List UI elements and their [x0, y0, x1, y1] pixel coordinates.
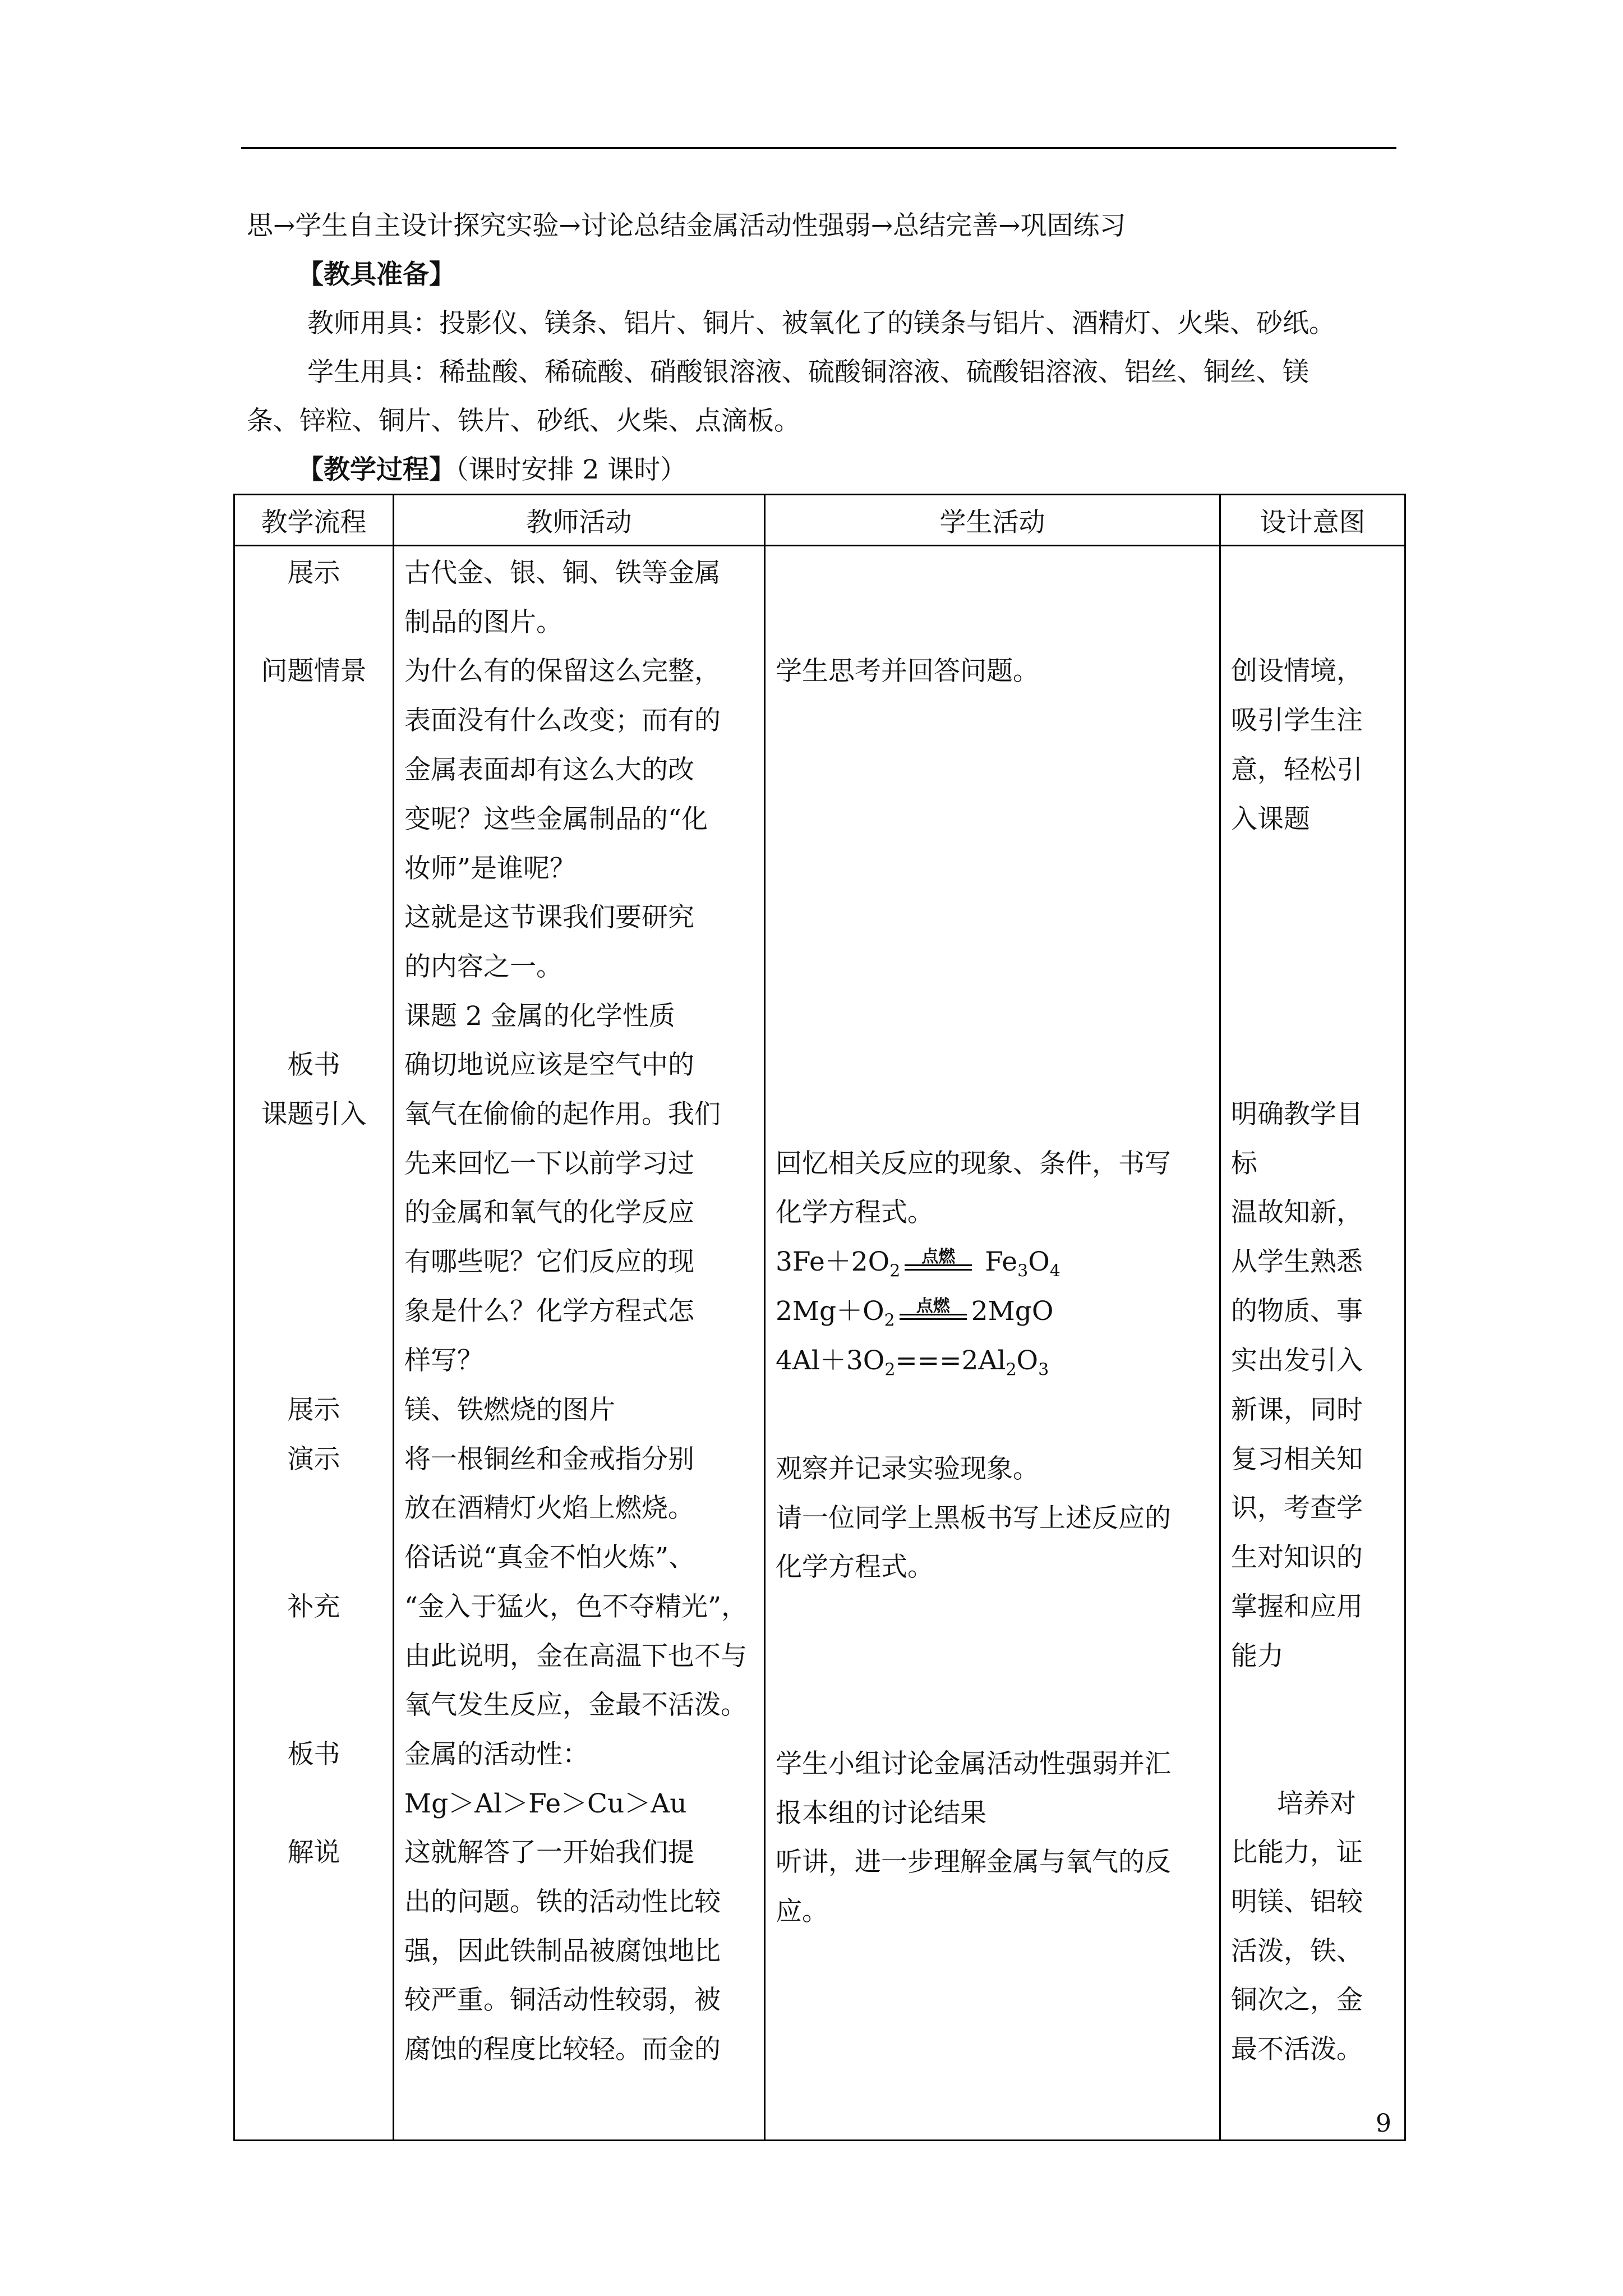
process-heading-line	[297, 446, 686, 494]
teacher-line: 强，因此铁制品被腐蚀地比	[404, 1936, 721, 1967]
lesson-table	[233, 494, 1406, 2141]
teacher-tools: 教师用具：投影仪、镁条、铝片、铜片、被氧化了的镁条与铝片、酒精灯、火柴、砂纸。	[307, 308, 1335, 339]
teacher-line: 制品的图片。	[404, 607, 562, 638]
teacher-cell	[394, 546, 765, 2141]
flow-line: 思→学生自主设计探究实验→讨论总结金属活动性强弱→总结完善→巩固练习	[247, 210, 1126, 241]
table-row	[234, 546, 1405, 2141]
process-heading: 【教学过程】	[297, 454, 455, 485]
header-student: 学生活动	[765, 495, 1220, 546]
teacher-line: 的金属和氧气的化学反应	[404, 1197, 694, 1228]
equation-mg: $2Mg+O_2$ 点燃 2MgO	[776, 1296, 1054, 1331]
flow-step: 板书	[287, 1739, 340, 1770]
teacher-line: 较严重。铜活动性较弱，被	[404, 1985, 721, 2016]
teacher-line: 腐蚀的程度比较轻。而金的	[404, 2034, 721, 2065]
teacher-line: 由此说明，金在高温下也不与	[404, 1641, 747, 1672]
teacher-line: 金属表面却有这么大的改	[404, 754, 694, 785]
flow-step: 补充	[287, 1591, 340, 1622]
page-number: 9	[1376, 2109, 1391, 2138]
equation-al: $4Al+3O_2===2Al_2O_3$	[776, 1345, 1049, 1380]
intent-line: 复习相关知	[1231, 1444, 1363, 1475]
teacher-line: 氧气在偷偷的起作用。我们	[404, 1099, 721, 1130]
flow-step: 课题引入	[261, 1099, 367, 1130]
intent-line: 创设情境，	[1231, 656, 1363, 687]
header-flow: 教学流程	[234, 495, 394, 546]
teacher-line: 课题 2 金属的化学性质	[404, 1001, 675, 1032]
intent-line: 铜次之，金	[1231, 1985, 1363, 2016]
student-tools-line1: 学生用具：稀盐酸、稀硫酸、硝酸银溶液、硫酸铜溶液、硫酸铝溶液、铝丝、铜丝、镁	[307, 357, 1309, 388]
student-observe: 观察并记录实验现象。	[776, 1453, 1039, 1484]
process-note: （课时安排 2 课时）	[455, 454, 687, 485]
student-listen-1: 听讲，进一步理解金属与氧气的反	[776, 1847, 1171, 1878]
teacher-line: 有哪些呢？它们反应的现	[404, 1246, 694, 1277]
student-discuss-1: 学生小组讨论金属活动性强弱并汇	[776, 1749, 1171, 1779]
teacher-line: 为什么有的保留这么完整，	[404, 656, 721, 687]
teacher-line: 俗话说“真金不怕火炼”、	[404, 1542, 695, 1573]
intent-line: 最不活泼。	[1231, 2034, 1363, 2065]
flow-step: 演示	[287, 1444, 340, 1475]
teacher-line: 将一根铜丝和金戒指分别	[404, 1444, 694, 1475]
teacher-line: 出的问题。铁的活动性比较	[404, 1887, 721, 1917]
intent-line: 活泼，铁、	[1231, 1936, 1363, 1967]
teacher-line: 金属的活动性：	[404, 1739, 589, 1770]
student-think: 学生思考并回答问题。	[776, 656, 1039, 687]
teacher-line: “金入于猛火，色不夺精光”，	[404, 1591, 748, 1622]
teacher-line: 镁、铁燃烧的图片	[404, 1395, 615, 1425]
intent-line: 明镁、铝较	[1231, 1887, 1363, 1917]
intent-line: 生对知识的	[1231, 1542, 1363, 1573]
intent-line: 能力	[1231, 1641, 1284, 1672]
student-board-1: 请一位同学上黑板书写上述反应的	[776, 1503, 1171, 1534]
student-discuss-2: 报本组的讨论结果	[776, 1798, 986, 1829]
intent-line: 入课题	[1231, 804, 1310, 835]
teacher-line: 古代金、银、铜、铁等金属	[404, 558, 721, 588]
flow-step: 展示	[287, 558, 340, 588]
intent-line: 比能力，证	[1231, 1837, 1363, 1868]
intent-line: 培养对	[1277, 1788, 1356, 1819]
intent-line: 温故知新，	[1231, 1197, 1363, 1228]
intent-line: 识，考查学	[1231, 1493, 1363, 1524]
flow-step: 解说	[287, 1837, 340, 1868]
flow-step: 板书	[287, 1050, 340, 1080]
teacher-line: 的内容之一。	[404, 951, 562, 982]
intent-line: 实出发引入	[1231, 1345, 1363, 1376]
teacher-line: 这就解答了一开始我们提	[404, 1837, 694, 1868]
intent-line: 吸引学生注	[1231, 705, 1363, 736]
flow-step: 问题情景	[261, 656, 367, 687]
table-header-row	[234, 495, 1405, 546]
student-board-2: 化学方程式。	[776, 1552, 934, 1582]
teacher-line: 放在酒精灯火焰上燃烧。	[404, 1493, 694, 1524]
equation-fe: $3Fe+2O_2$ 点燃 $Fe_3O_4$	[776, 1246, 1061, 1281]
intent-line: 明确教学目	[1231, 1099, 1363, 1130]
student-recall-1: 回忆相关反应的现象、条件，书写	[776, 1148, 1171, 1179]
student-tools-line2: 条、锌粒、铜片、铁片、砂纸、火柴、点滴板。	[247, 406, 800, 436]
flow-cell	[234, 546, 394, 2141]
intent-line: 意，轻松引	[1231, 754, 1363, 785]
teacher-line: 象是什么？化学方程式怎	[404, 1296, 694, 1327]
teacher-line: 先来回忆一下以前学习过	[404, 1148, 694, 1179]
intent-line: 掌握和应用	[1231, 1591, 1363, 1622]
teacher-line: 氧气发生反应，金最不活泼。	[404, 1690, 747, 1720]
intent-line: 的物质、事	[1231, 1296, 1363, 1327]
header-teacher: 教师活动	[394, 495, 765, 546]
condition-arrow: 点燃	[895, 1317, 971, 1320]
teacher-line: 变呢？这些金属制品的“化	[404, 804, 708, 835]
header-rule	[241, 147, 1396, 149]
teacher-line: 妆师”是谁呢？	[404, 853, 577, 884]
teacher-line: Mg＞Al＞Fe＞Cu＞Au	[404, 1788, 687, 1819]
flow-step: 展示	[287, 1395, 340, 1425]
prep-heading: 【教具准备】	[297, 259, 455, 290]
header-intent: 设计意图	[1220, 495, 1405, 546]
student-recall-2: 化学方程式。	[776, 1197, 934, 1228]
intent-line: 新课，同时	[1231, 1395, 1363, 1425]
teacher-line: 这就是这节课我们要研究	[404, 902, 694, 933]
student-cell	[765, 546, 1220, 2141]
student-listen-2: 应。	[776, 1896, 828, 1927]
teacher-line: 表面没有什么改变；而有的	[404, 705, 721, 736]
teacher-line: 样写？	[404, 1345, 483, 1376]
teacher-line: 确切地说应该是空气中的	[404, 1050, 694, 1080]
intent-cell	[1220, 546, 1405, 2141]
intent-line: 从学生熟悉	[1231, 1246, 1363, 1277]
condition-arrow: 点燃	[900, 1268, 976, 1271]
intent-line: 标	[1231, 1148, 1257, 1179]
